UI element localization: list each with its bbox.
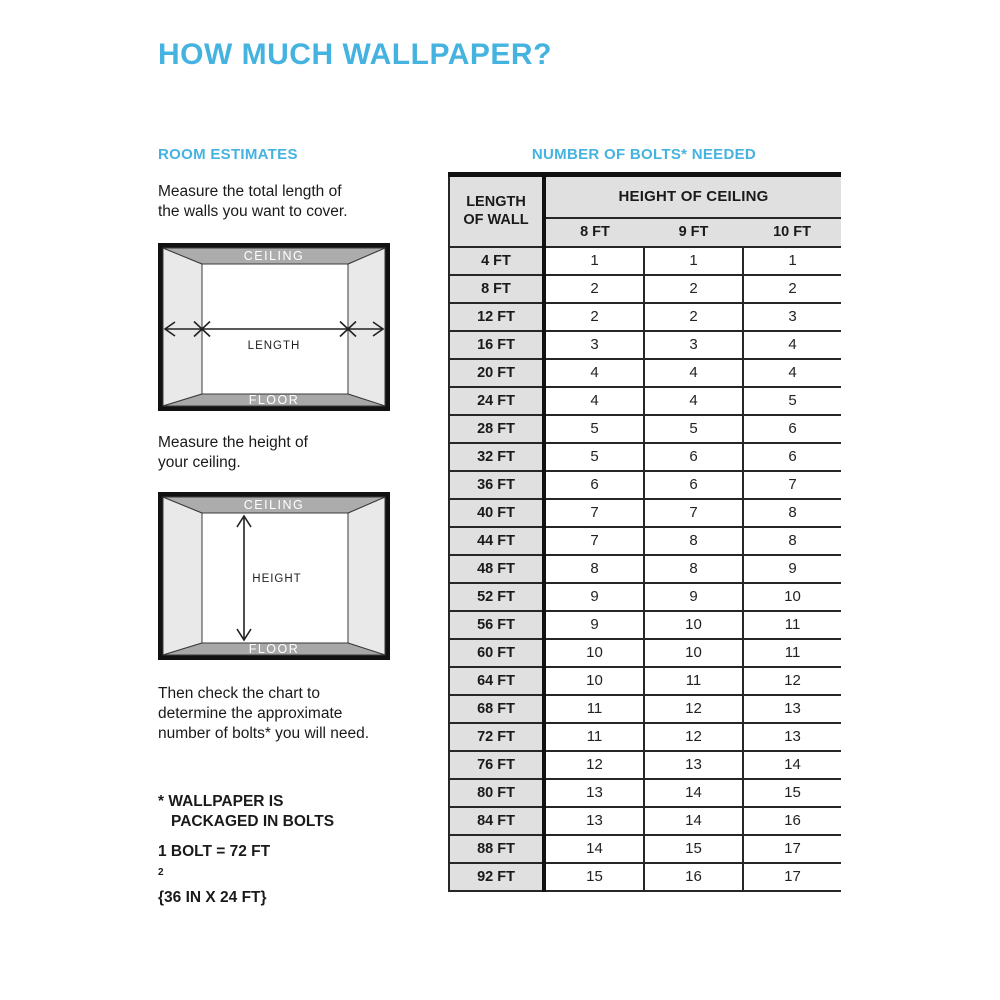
bolts-count-cell: 6 [743,443,841,471]
wall-length-cell: 16 FT [449,331,544,359]
bolts-count-cell: 4 [743,331,841,359]
step3-line2: determine the approximate [158,705,343,722]
col-header-9ft: 9 FT [644,218,743,247]
bolt-equation-exponent: 2 [158,867,164,878]
bolts-count-cell: 2 [544,275,644,303]
table-header-row-1 [449,175,841,218]
bolts-count-cell: 4 [544,387,644,415]
ceiling-label: CEILING [243,498,305,512]
wall-length-cell: 56 FT [449,611,544,639]
bolts-footnote [158,792,334,832]
bolts-count-cell: 9 [743,555,841,583]
table-row [449,611,841,639]
bolts-count-cell: 11 [743,611,841,639]
bolts-count-cell: 13 [544,779,644,807]
wall-length-cell: 64 FT [449,667,544,695]
step3-instructions [158,684,408,744]
table-row [449,471,841,499]
bolts-count-cell: 1 [544,247,644,275]
floor-label: FLOOR [248,642,300,656]
bolts-count-cell: 15 [544,863,644,891]
footnote-line2: PACKAGED IN BOLTS [171,813,335,830]
table-row [449,443,841,471]
bolts-count-cell: 7 [743,471,841,499]
wall-length-cell: 92 FT [449,863,544,891]
wall-length-cell: 52 FT [449,583,544,611]
bolts-count-cell: 2 [544,303,644,331]
wall-length-cell: 68 FT [449,695,544,723]
step3-line3: number of bolts* you will need. [158,725,370,742]
step3-line1: Then check the chart to [158,685,320,702]
height-of-ceiling-header: HEIGHT OF CEILING [544,175,841,218]
bolts-count-cell: 5 [644,415,743,443]
bolts-count-cell: 10 [644,639,743,667]
bolts-count-cell: 15 [743,779,841,807]
wall-length-cell: 84 FT [449,807,544,835]
bolts-count-cell: 5 [544,443,644,471]
room-length-diagram [158,243,390,411]
bolts-count-cell: 2 [743,275,841,303]
bolts-count-cell: 6 [644,443,743,471]
bolts-count-cell: 10 [743,583,841,611]
ceiling-label: CEILING [243,249,305,263]
table-row [449,863,841,891]
bolts-count-cell: 9 [544,583,644,611]
room-height-diagram-svg [158,492,390,660]
room-height-diagram [158,492,390,660]
bolts-count-cell: 14 [644,807,743,835]
table-row [449,555,841,583]
bolts-count-cell: 12 [644,723,743,751]
wall-length-cell: 4 FT [449,247,544,275]
table-row [449,695,841,723]
bolts-count-cell: 16 [743,807,841,835]
bolt-dimensions: {36 IN X 24 FT} [158,889,267,907]
length-of-wall-header [449,175,544,247]
corner-line2: OF WALL [463,212,529,229]
table-row [449,247,841,275]
table-row [449,751,841,779]
bolt-size-info [158,841,270,908]
table-body [449,247,841,891]
room-estimates-heading: ROOM ESTIMATES [158,146,298,163]
table-row [449,499,841,527]
bolts-count-cell: 1 [743,247,841,275]
wall-length-cell: 12 FT [449,303,544,331]
step1-line1: Measure the total length of [158,183,342,200]
wall-length-cell: 48 FT [449,555,544,583]
bolts-count-cell: 14 [644,779,743,807]
step2-line1: Measure the height of [158,434,308,451]
bolts-count-cell: 12 [743,667,841,695]
bolts-count-cell: 4 [743,359,841,387]
bolts-table-heading: NUMBER OF BOLTS* NEEDED [531,146,757,163]
table-row [449,303,841,331]
bolts-count-cell: 14 [743,751,841,779]
bolts-count-cell: 6 [544,471,644,499]
bolts-count-cell: 8 [743,499,841,527]
bolts-count-cell: 3 [743,303,841,331]
bolt-equation [158,841,270,887]
table-row [449,415,841,443]
bolts-count-cell: 17 [743,863,841,891]
bolts-count-cell: 3 [544,331,644,359]
bolts-count-cell: 2 [644,275,743,303]
bolts-count-cell: 6 [644,471,743,499]
bolts-count-cell: 14 [544,835,644,863]
bolts-count-cell: 8 [544,555,644,583]
bolts-count-cell: 7 [644,499,743,527]
bolts-count-cell: 11 [743,639,841,667]
right-wall [348,497,385,655]
table-row [449,667,841,695]
bolts-count-cell: 10 [544,639,644,667]
bolts-count-cell: 11 [544,723,644,751]
bolts-count-cell: 8 [644,555,743,583]
height-label: HEIGHT [252,573,302,585]
wall-length-cell: 8 FT [449,275,544,303]
bolts-count-cell: 13 [644,751,743,779]
bolts-count-cell: 13 [743,695,841,723]
bolts-count-cell: 9 [544,611,644,639]
wall-length-cell: 40 FT [449,499,544,527]
table-row [449,723,841,751]
bolts-count-cell: 12 [544,751,644,779]
wall-length-cell: 36 FT [449,471,544,499]
wall-length-cell: 80 FT [449,779,544,807]
table-row [449,639,841,667]
wall-length-cell: 32 FT [449,443,544,471]
wall-length-cell: 76 FT [449,751,544,779]
table-row [449,583,841,611]
bolts-needed-table [448,172,841,892]
step1-line2: the walls you want to cover. [158,203,348,220]
bolts-count-cell: 17 [743,835,841,863]
corner-line1: LENGTH [466,194,526,211]
step2-instructions [158,433,408,473]
wall-length-cell: 88 FT [449,835,544,863]
table-row [449,359,841,387]
table-row [449,807,841,835]
bolts-count-cell: 4 [644,387,743,415]
bolts-count-cell: 8 [743,527,841,555]
bolts-count-cell: 5 [743,387,841,415]
bolts-count-cell: 9 [644,583,743,611]
wall-length-cell: 28 FT [449,415,544,443]
table-row [449,779,841,807]
bolts-count-cell: 10 [544,667,644,695]
table-row [449,275,841,303]
room-length-diagram-svg [158,243,390,411]
page-title: HOW MUCH WALLPAPER? [158,38,552,71]
wall-length-cell: 20 FT [449,359,544,387]
bolts-count-cell: 4 [544,359,644,387]
floor-label: FLOOR [248,393,300,407]
bolts-count-cell: 4 [644,359,743,387]
wall-length-cell: 72 FT [449,723,544,751]
table-row [449,387,841,415]
bolts-count-cell: 7 [544,527,644,555]
bolts-count-cell: 2 [644,303,743,331]
bolts-count-cell: 1 [644,247,743,275]
col-header-8ft: 8 FT [544,218,644,247]
footnote-line1: * WALLPAPER IS [158,793,284,810]
bolts-count-cell: 3 [644,331,743,359]
bolts-count-cell: 8 [644,527,743,555]
bolts-count-cell: 15 [644,835,743,863]
wall-length-cell: 44 FT [449,527,544,555]
bolts-count-cell: 5 [544,415,644,443]
bolts-count-cell: 6 [743,415,841,443]
col-header-10ft: 10 FT [743,218,841,247]
bolts-count-cell: 7 [544,499,644,527]
bolts-count-cell: 16 [644,863,743,891]
step1-instructions [158,182,408,222]
wall-length-cell: 60 FT [449,639,544,667]
wall-length-cell: 24 FT [449,387,544,415]
table-row [449,527,841,555]
bolts-count-cell: 10 [644,611,743,639]
step2-line2: your ceiling. [158,454,241,471]
table-row [449,331,841,359]
bolts-count-cell: 11 [644,667,743,695]
bolts-count-cell: 11 [544,695,644,723]
length-label: LENGTH [247,340,301,352]
left-wall [163,497,202,655]
bolts-count-cell: 13 [544,807,644,835]
bolts-count-cell: 13 [743,723,841,751]
table-row [449,835,841,863]
bolts-count-cell: 12 [644,695,743,723]
bolt-equation-base: 1 BOLT = 72 FT [158,843,271,860]
